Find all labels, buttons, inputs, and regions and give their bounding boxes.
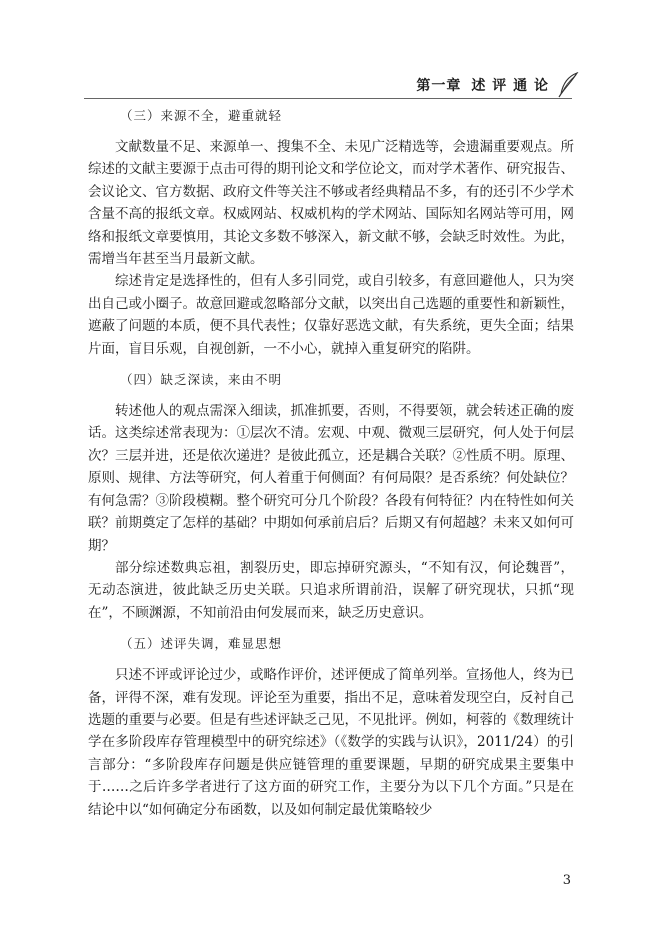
page-body <box>88 106 574 821</box>
paragraph: 文献数量不足、来源单一、搜集不全、未见广泛精选等，会遗漏重要观点。所综述的文献主要源于点击可得的期刊论文和学位论文，而对学术著作、研究报告、会议论文、官方数据、政府文件等关注不够或者经典精品不多，有的还引不少学术含量不高的报纸文章。权威网站、权威机构的学术网站、国际知名网站等可用，网络和报纸文章要慎用，其论文多数不够深入，新文献不够，会缺乏时效性。为此，需增当年甚至当月最新文献。 <box>88 139 574 268</box>
paragraph: 只述不评或评论过少，或略作评价，述评便成了简单列举。宣扬他人，终为已备，评得不深，难有发现。评论至为重要，指出不足，意味着发现空白，反衬自己选题的重要与必要。但是有些述评缺乏己见，不见批评。例如，柯蓉的《数理统计学在多阶段库存管理模型中的研究综述》（《数学的实践与认识》，2011/24）的引言部分：“多阶段库存问题是供应链管理的重要课题，早期的研究成果主要集中于……之后许多学者进行了这方面的研究工作，主要分为以下几个方面。”只是在结论中以“如何确定分布函数，以及如何制定最优策略较少 <box>88 667 574 818</box>
header-rule <box>84 98 572 99</box>
page-number: 3 <box>562 873 571 888</box>
chapter-title <box>416 75 549 95</box>
paragraph: 转述他人的观点需深入细读，抓准抓要，否则，不得要领，就会转述正确的废话。这类综述常表现为：①层次不清。宏观、中观、微观三层研究，何人处于何层次？三层并进，还是依次递进？是彼此孤立，还是耦合关联？②性质不明。原理、原则、规律、方法等研究，何人着重于何侧面？有何局限？是否系统？何处缺位？有何急需？③阶段模糊。整个研究可分几个阶段？各段有何特征？内在特性如何关联？前期奠定了怎样的基础？中期如何承前启后？后期又有何超越？未来又如何可期？ <box>88 403 574 554</box>
section-heading-3: （三）来源不全，避重就轻 <box>120 108 283 123</box>
paragraph: 综述肯定是选择性的，但有人多引同党，或自引较多，有意回避他人，只为突出自己或小圈子。故意回避或忽略部分文献，以突出自己选题的重要性和新颖性，遮蔽了问题的本质，便不具代表性；仅靠好恶选文献，有失系统，更失全面；结果片面，盲目乐观，自视创新，一不小心，就掉入重复研究的陷阱。 <box>88 273 574 357</box>
running-header <box>416 72 579 98</box>
chapter-name: 述 评 通 论 <box>471 78 549 94</box>
paragraph: 部分综述数典忘祖，割裂历史，即忘掉研究源头，“不知有汉，何论魏晋”，无动态演进，彼此缺乏历史关联。只追求所谓前沿，误解了研究现状，只抓“现在”，不顾渊源，不知前沿由何发展而来，缺乏历史意识。 <box>88 559 574 621</box>
section-heading-4: （四）缺乏深读，来由不明 <box>120 372 283 388</box>
section-heading-5: （五）述评失调，难显思想 <box>120 636 283 652</box>
quill-pen-icon <box>557 72 579 98</box>
chapter-label: 第一章 <box>416 78 462 94</box>
